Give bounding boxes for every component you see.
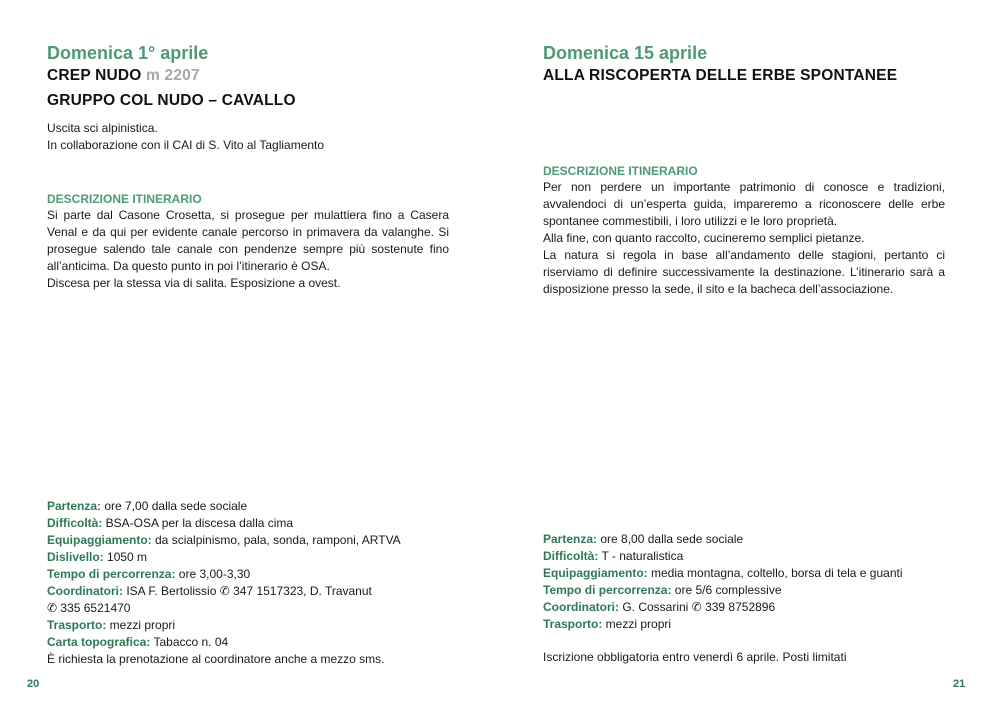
detail-row <box>543 616 963 633</box>
detail-label: Trasporto: <box>543 617 603 631</box>
detail-label: Carta topografica: <box>47 635 151 649</box>
detail-row <box>47 515 467 532</box>
detail-value: da scialpinismo, pala, sonda, ramponi, ARTVA <box>151 533 401 547</box>
detail-value: ISA F. Bertolissio ✆ 347 1517323, D. Travanut <box>123 584 372 598</box>
detail-label: Tempo di percorrenza: <box>47 567 176 581</box>
intro-line: Uscita sci alpinistica. <box>47 121 158 135</box>
left-page <box>47 0 449 708</box>
description-paragraph: Alla fine, con quanto raccolto, cucineremo semplici pietanze. <box>543 231 865 245</box>
detail-label: Difficoltà: <box>47 516 103 530</box>
detail-label: Tempo di percorrenza: <box>543 583 672 597</box>
detail-label: Equipaggiamento: <box>47 533 152 547</box>
intro-text <box>47 120 449 154</box>
description-paragraph: Si parte dal Casone Crosetta, si prosegue per mulattiera fino a Casera Venal e da qui per evidente canale percorso in primavera da valanghe. Si prosegue salendo tale canale con pendenze sempre più sostenute fino all’anticima. Da questo punto in poi l’itinerario è OSA. <box>47 208 449 273</box>
section-heading: DESCRIZIONE ITINERARIO <box>543 164 698 178</box>
itinerary-description <box>47 207 449 292</box>
detail-row <box>47 566 467 583</box>
peak-altitude: m 2207 <box>146 67 200 84</box>
detail-label: Coordinatori: <box>543 600 619 614</box>
detail-value: Tabacco n. 04 <box>150 635 229 649</box>
detail-value: ore 7,00 dalla sede sociale <box>101 499 248 513</box>
page-number: 20 <box>27 678 40 690</box>
detail-value: ore 3,00-3,30 <box>175 567 251 581</box>
description-paragraph: Per non perdere un importante patrimonio di conosce e tradizioni, avvalendoci di un’esperta guida, impareremo a riconoscere delle erbe spontanee commestibili, i loro utilizzi e le loro proprietà. <box>543 180 945 228</box>
detail-row <box>543 582 963 599</box>
detail-value: media montagna, coltello, borsa di tela e guanti <box>647 566 903 580</box>
detail-row <box>47 634 467 651</box>
detail-row <box>543 531 963 548</box>
detail-value: ore 5/6 complessive <box>671 583 782 597</box>
right-page <box>543 0 945 708</box>
section-heading: DESCRIZIONE ITINERARIO <box>47 192 202 206</box>
detail-value: 1050 m <box>103 550 148 564</box>
description-paragraph: La natura si regola in base all’andamento delle stagioni, pertanto ci riserviamo di definire successivamente la destinazione. L’itinerario sarà a disposizione presso la sede, il sito e la bacheca dell’associazione. <box>543 248 945 296</box>
intro-line: In collaborazione con il CAI di S. Vito al Tagliamento <box>47 138 325 152</box>
detail-label: Partenza: <box>47 499 102 513</box>
registration-note: Iscrizione obbligatoria entro venerdì 6 aprile. Posti limitati <box>543 650 847 664</box>
detail-row <box>47 549 467 566</box>
detail-row <box>47 532 467 549</box>
detail-label: Partenza: <box>543 532 598 546</box>
detail-row <box>47 583 467 600</box>
peak-name: CREP NUDO <box>47 67 142 84</box>
detail-value: T - naturalistica <box>598 549 684 563</box>
itinerary-description <box>543 179 945 298</box>
detail-value: G. Cossarini ✆ 339 8752896 <box>619 600 776 614</box>
detail-label: Equipaggiamento: <box>543 566 648 580</box>
event-subtitle: GRUPPO COL NUDO – CAVALLO <box>47 92 296 109</box>
event-date: Domenica 1° aprile <box>47 43 209 63</box>
detail-row <box>543 599 963 616</box>
detail-value: mezzi propri <box>602 617 672 631</box>
detail-label: Coordinatori: <box>47 584 123 598</box>
detail-value: BSA-OSA per la discesa dalla cima <box>102 516 294 530</box>
booking-note: È richiesta la prenotazione al coordinatore anche a mezzo sms. <box>47 652 385 666</box>
detail-value: ✆ 335 6521470 <box>47 601 131 615</box>
event-details <box>543 531 963 633</box>
detail-value: ore 8,00 dalla sede sociale <box>597 532 744 546</box>
event-details <box>47 498 467 668</box>
detail-row <box>47 498 467 515</box>
detail-value: mezzi propri <box>106 618 176 632</box>
detail-row <box>47 600 467 617</box>
event-date: Domenica 15 aprile <box>543 43 708 63</box>
detail-label: Dislivello: <box>47 550 104 564</box>
detail-row <box>47 617 467 634</box>
detail-row <box>543 548 963 565</box>
page-number: 21 <box>953 678 966 690</box>
event-title <box>47 67 200 85</box>
description-paragraph: Discesa per la stessa via di salita. Esposizione a ovest. <box>47 276 341 290</box>
detail-label: Trasporto: <box>47 618 107 632</box>
detail-row <box>543 565 963 582</box>
detail-label: Difficoltà: <box>543 549 599 563</box>
event-title: ALLA RISCOPERTA DELLE ERBE SPONTANEE <box>543 67 898 84</box>
